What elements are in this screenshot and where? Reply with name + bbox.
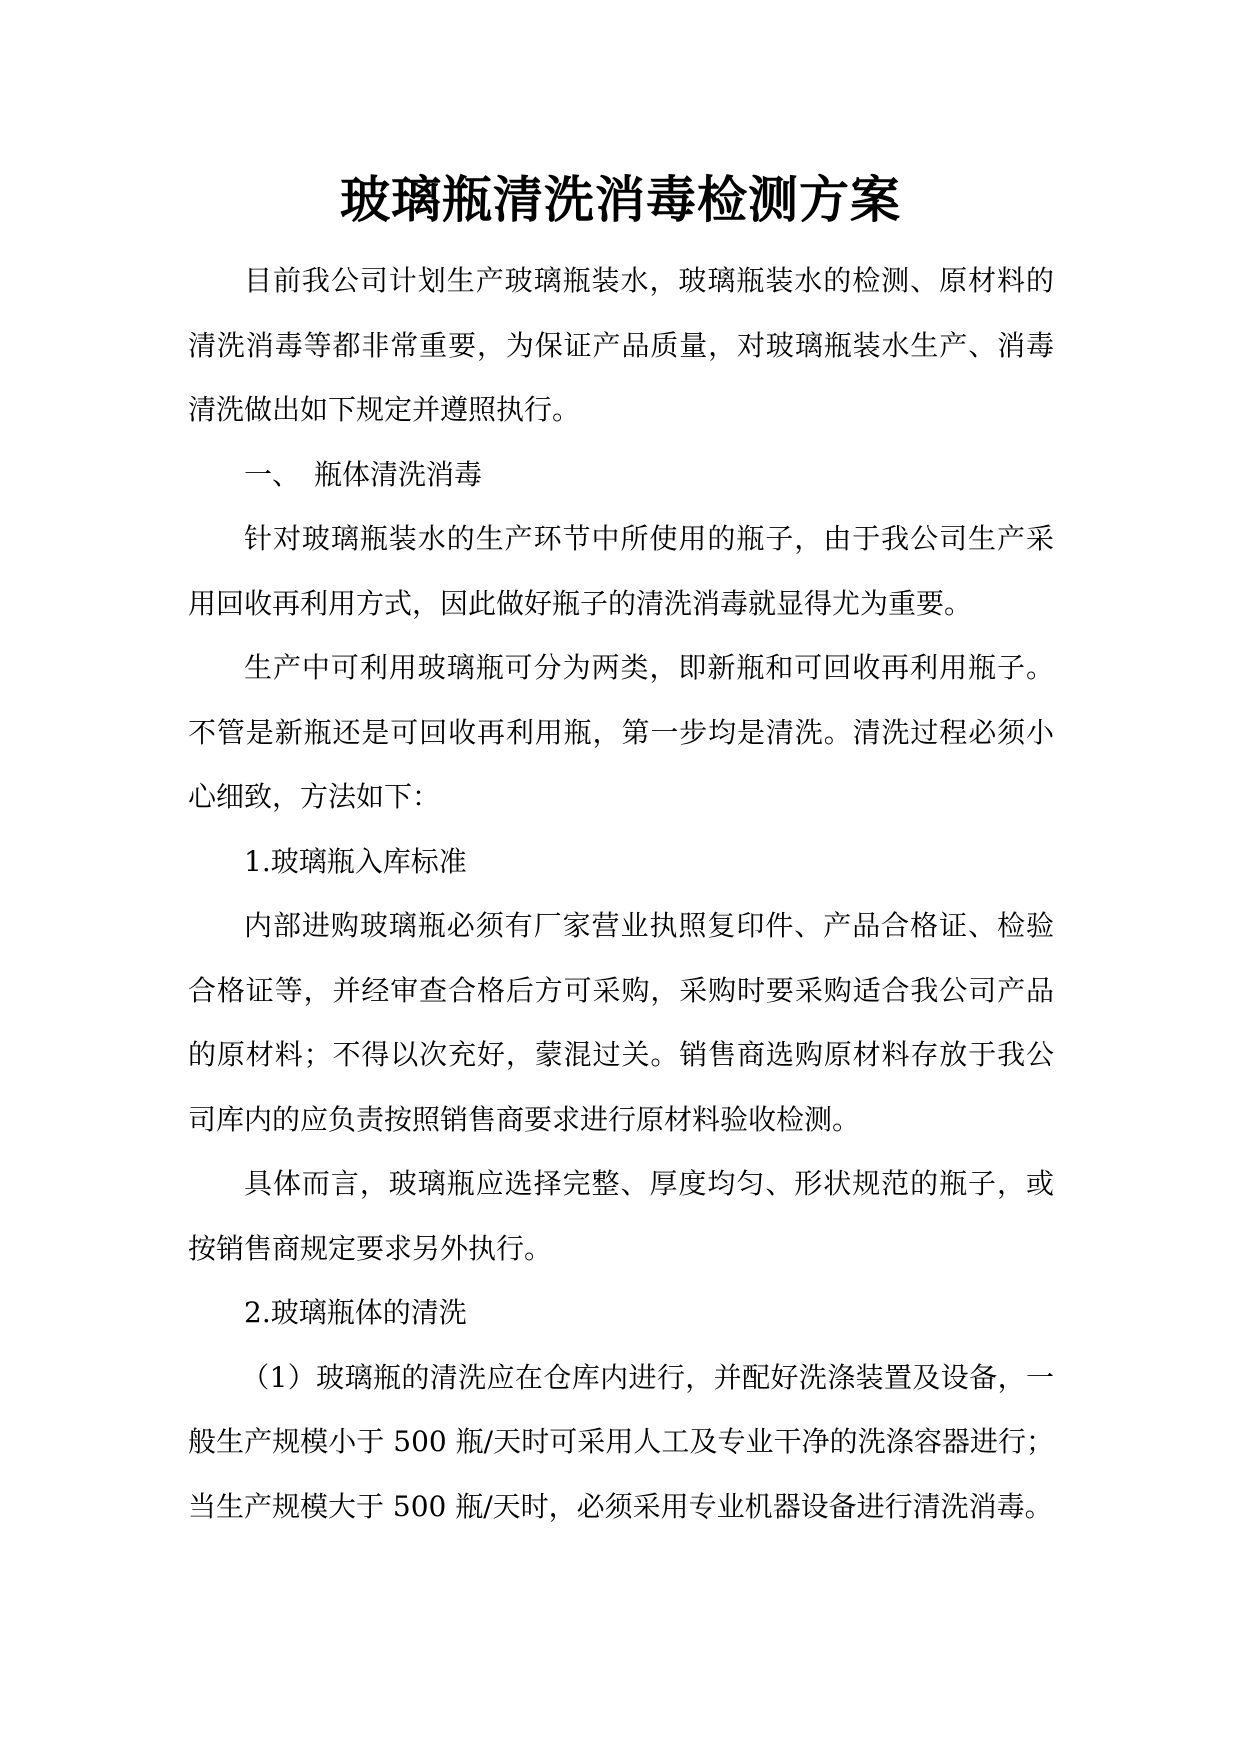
bottle-types-paragraph: 生产中可利用玻璃瓶可分为两类，即新瓶和可回收再利用瓶子。不管是新瓶还是可回收再利用瓶，第一步均是清洗。清洗过程必须小心细致，方法如下：: [188, 651, 1054, 813]
bottle-selection-paragraph: 具体而言，玻璃瓶应选择完整、厚度均匀、形状规范的瓶子，或按销售商规定要求另外执行。: [188, 1167, 1054, 1265]
procurement-paragraph: 内部进购玻璃瓶必须有厂家营业执照复印件、产品合格证、检验合格证等，并经审查合格后方可采购，采购时要采购适合我公司产品的原材料；不得以次充好，蒙混过关。销售商选购原材料存放于我公司库内的应负责按照销售商要求进行原材料验收检测。: [188, 909, 1054, 1136]
subheading-bottle-washing: 2.玻璃瓶体的清洗: [244, 1296, 467, 1329]
subheading-storage-standard: 1.玻璃瓶入库标准: [244, 844, 467, 878]
intro-paragraph: 目前我公司计划生产玻璃瓶装水，玻璃瓶装水的检测、原材料的清洗消毒等都非常重要，为保证产品质量，对玻璃瓶装水生产、消毒清洗做出如下规定并遵照执行。: [188, 264, 1054, 426]
document-title: 玻璃瓶清洗消毒检测方案: [340, 170, 901, 229]
document-body: [188, 249, 1054, 1539]
bottle-reuse-paragraph: 针对玻璃瓶装水的生产环节中所使用的瓶子，由于我公司生产采用回收再利用方式，因此做好瓶子的清洗消毒就显得尤为重要。: [188, 522, 1054, 620]
section-heading-bottle-cleaning: 一、 瓶体清洗消毒: [244, 457, 483, 491]
washing-rule-paragraph: （1）玻璃瓶的清洗应在仓库内进行，并配好洗涤装置及设备，一般生产规模小于 500 瓶/天时可采用人工及专业干净的洗涤容器进行；当生产规模大于 500 瓶/天时，必须采用专业机器设备进行清洗消毒。: [188, 1360, 1054, 1523]
